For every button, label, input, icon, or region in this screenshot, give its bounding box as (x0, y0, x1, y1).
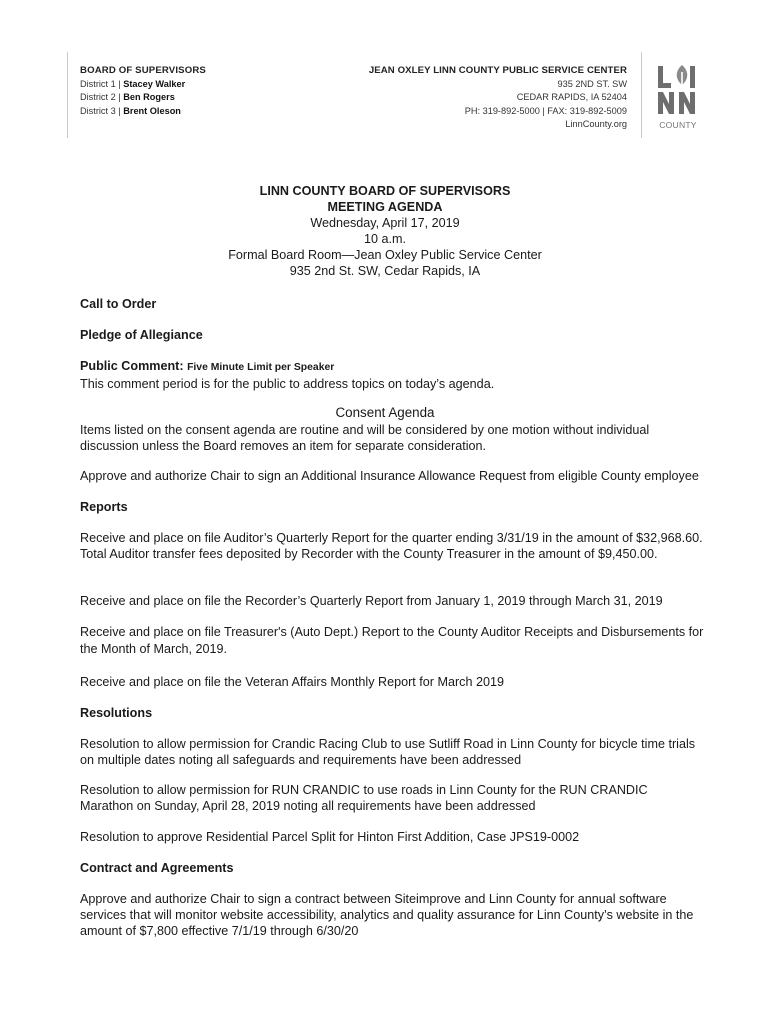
report-item: Receive and place on file Treasurer's (Auto Dept.) Report to the County Auditor Receipts and Disbursements for the Month of March, 2019. (80, 625, 704, 656)
meeting-room: Formal Board Room—Jean Oxley Public Service Center (228, 248, 542, 262)
address-line-2: CEDAR RAPIDS, IA 52404 (516, 92, 627, 102)
agenda-title: LINN COUNTY BOARD OF SUPERVISORS (259, 184, 511, 198)
report-item: Receive and place on file Auditor’s Quarterly Report for the quarter ending 3/31/19 in the amount of $32,968.60. Total Auditor transfer fees deposited by Recorder with the County Treasurer in the amount of $9,450.00. (80, 531, 703, 561)
pledge-heading: Pledge of Allegiance (80, 328, 203, 342)
linn-county-logo (656, 62, 700, 134)
district-line: District 2 | Ben Rogers (80, 92, 175, 102)
district-line: District 1 | Stacey Walker (80, 78, 186, 89)
report-item: Receive and place on file the Veteran Affairs Monthly Report for March 2019 (80, 675, 504, 689)
service-center-block (369, 64, 627, 132)
public-comment-text: This comment period is for the public to address topics on today’s agenda. (80, 377, 495, 391)
board-members-block (80, 64, 206, 118)
address-line-1: 935 2ND ST. SW (557, 78, 627, 89)
right-divider-line (641, 52, 642, 138)
district-line: District 3 | Brent Oleson (80, 105, 181, 116)
service-center-name: JEAN OXLEY LINN COUNTY PUBLIC SERVICE CENTER (368, 65, 627, 76)
phone-fax-line: PH: 319-892-5000 | FAX: 319-892-5009 (464, 105, 627, 116)
resolution-item: Resolution to allow permission for RUN CRANDIC to use roads in Linn County for the RUN CRANDIC Marathon on Sunday, April 28, 2019 noting all requirements have been addressed (80, 783, 648, 813)
website-line: LinnCounty.org (565, 119, 627, 129)
agenda-subtitle: MEETING AGENDA (327, 200, 443, 214)
resolution-item: Resolution to approve Residential Parcel Split for Hinton First Addition, Case JPS19-0002 (80, 830, 580, 844)
consent-intro-text: Items listed on the consent agenda are routine and will be considered by one motion without individual discussion unless the Board removes an item for separate consideration. (80, 423, 650, 453)
logo-caption: COUNTY (659, 120, 697, 130)
contract-item: Approve and authorize Chair to sign a contract between Siteimprove and Linn County for annual software services that will monitor website accessibility, analytics and quality assurance for Linn County’s website in the amount of $7,800 effective 7/1/19 through 6/30/20 (80, 892, 694, 938)
left-divider-line (67, 52, 68, 138)
contracts-heading: Contract and Agreements (80, 861, 234, 875)
consent-item: Approve and authorize Chair to sign an Additional Insurance Allowance Request from eligible County employee (80, 469, 699, 483)
reports-heading: Reports (80, 500, 128, 514)
meeting-address: 935 2nd St. SW, Cedar Rapids, IA (289, 264, 481, 278)
board-title: BOARD OF SUPERVISORS (80, 65, 206, 76)
consent-agenda-heading: Consent Agenda (335, 405, 435, 420)
resolution-item: Resolution to allow permission for Crandic Racing Club to use Sutliff Road in Linn County for bicycle time trials on multiple dates noting all safeguards and requirements have been addressed (80, 737, 696, 767)
agenda-title-block (0, 183, 770, 279)
public-comment-limit: Five Minute Limit per Speaker (187, 362, 335, 373)
public-comment-label: Public Comment: (80, 359, 184, 373)
call-to-order-heading: Call to Order (80, 297, 157, 311)
meeting-time: 10 a.m. (364, 232, 406, 246)
report-item: Receive and place on file the Recorder’s Quarterly Report from January 1, 2019 through March 31, 2019 (80, 594, 663, 608)
resolutions-heading: Resolutions (80, 706, 153, 720)
public-comment-section (80, 358, 704, 392)
meeting-date: Wednesday, April 17, 2019 (310, 216, 460, 230)
